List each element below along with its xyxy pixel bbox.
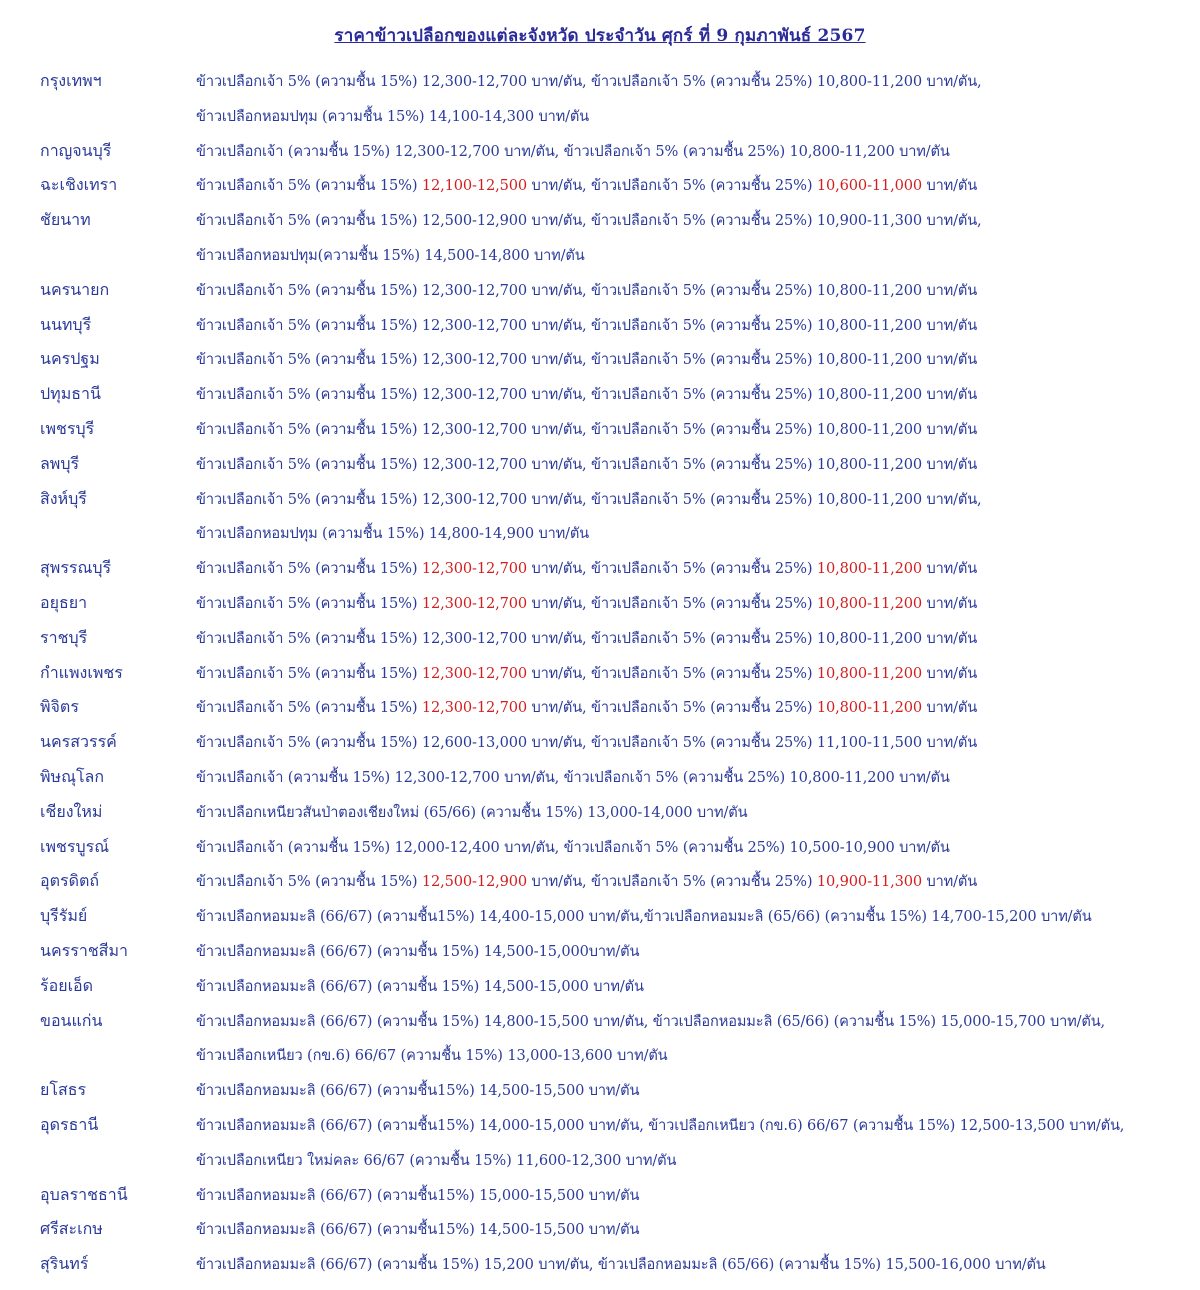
- price-row: [0, 1107, 1200, 1142]
- price-segment: ข้าวเปลือกเจ้า (ความชื้น 15%) 12,300-12,700 บาท/ตัน, ข้าวเปลือกเจ้า 5% (ความชื้น 25%) 10,800-11,200 บาท/ตัน: [196, 142, 950, 160]
- province-name: ลพบุรี: [40, 453, 80, 473]
- price-text: [196, 1079, 639, 1102]
- price-segment: ข้าวเปลือกเจ้า 5% (ความชื้น 15%) 12,300-12,700 บาท/ตัน, ข้าวเปลือกเจ้า 5% (ความชื้น 25%) 10,800-11,200 บาท/ตัน,: [196, 490, 982, 508]
- price-row: [0, 341, 1200, 376]
- price-row: [0, 1072, 1200, 1107]
- price-text: [196, 905, 1092, 928]
- price-segment: ข้าวเปลือกหอมมะลิ (66/67) (ความชื้น15%) 14,500-15,500 บาท/ตัน: [196, 1221, 640, 1239]
- price-text: [196, 801, 747, 824]
- price-text: [196, 244, 585, 267]
- price-changed: 12,500-12,900: [421, 873, 527, 891]
- price-segment: บาท/ตัน, ข้าวเปลือกเจ้า 5% (ความชื้น 25%): [527, 594, 817, 612]
- province-name: กรุงเทพฯ: [40, 71, 102, 90]
- price-text: [196, 488, 982, 511]
- price-segment: ข้าวเปลือกเจ้า 5% (ความชื้น 15%): [196, 873, 422, 891]
- province-name: ขอนแก่น: [40, 1010, 103, 1030]
- price-segment: บาท/ตัน, ข้าวเปลือกเจ้า 5% (ความชื้น 25%): [527, 560, 817, 578]
- province-name: ยโสธร: [40, 1080, 87, 1100]
- price-changed: 12,300-12,700: [421, 560, 527, 578]
- price-text: [196, 1114, 1124, 1137]
- province-name: นครราชสีมา: [40, 940, 128, 960]
- price-segment: บาท/ตัน: [922, 699, 978, 717]
- price-text: [196, 453, 977, 476]
- price-text: [196, 70, 982, 93]
- price-row: [0, 307, 1200, 342]
- province-name: เชียงใหม่: [40, 801, 103, 821]
- price-changed: 10,800-11,200: [816, 664, 923, 682]
- price-row: [0, 167, 1200, 202]
- price-text: [196, 174, 977, 197]
- province-name: ปทุมธานี: [40, 384, 101, 404]
- price-row: [0, 237, 1200, 272]
- price-changed: 12,300-12,700: [421, 699, 527, 717]
- province-name: พิจิตร: [40, 697, 79, 717]
- price-segment: บาท/ตัน, ข้าวเปลือกเจ้า 5% (ความชื้น 25%): [527, 699, 817, 717]
- province-name: ร้อยเอ็ด: [40, 975, 94, 995]
- price-row: [0, 376, 1200, 411]
- price-row: [0, 272, 1200, 307]
- province-name: กาญจนบุรี: [40, 140, 112, 160]
- price-row: [0, 1142, 1200, 1177]
- price-row: [0, 550, 1200, 585]
- price-segment: ข้าวเปลือกเจ้า 5% (ความชื้น 15%): [196, 664, 422, 682]
- province-name: สุรินทร์: [40, 1254, 89, 1274]
- price-segment: ข้าวเปลือกหอมมะลิ (66/67) (ความชื้น15%) 14,000-15,000 บาท/ตัน, ข้าวเปลือกเหนียว (กข.6) 66/67 (ความชื้น 15%) 12,500-13,500 บาท/ตัน,: [196, 1116, 1125, 1134]
- price-changed: 12,300-12,700: [421, 594, 527, 612]
- price-text: [196, 592, 977, 615]
- price-segment: ข้าวเปลือกหอมมะลิ (66/67) (ความชื้น15%) 14,400-15,000 บาท/ตัน,ข้าวเปลือกหอมมะลิ (65/66) (ความชื้น 15%) 14,700-15,200 บาท/ตัน: [196, 908, 1092, 926]
- price-row: [0, 724, 1200, 759]
- price-row: [0, 133, 1200, 168]
- province-name: บุรีรัมย์: [40, 906, 88, 926]
- price-segment: ข้าวเปลือกเจ้า 5% (ความชื้น 15%) 12,300-12,700 บาท/ตัน, ข้าวเปลือกเจ้า 5% (ความชื้น 25%) 10,800-11,200 บาท/ตัน: [196, 351, 978, 369]
- price-text: [196, 975, 644, 998]
- price-row: [0, 446, 1200, 481]
- price-segment: ข้าวเปลือกหอมมะลิ (66/67) (ความชื้น 15%) 15,200 บาท/ตัน, ข้าวเปลือกหอมมะลิ (65/66) (ความชื้น 15%) 15,500-16,000 บาท/ตัน: [196, 1256, 1046, 1274]
- price-segment: ข้าวเปลือกเจ้า 5% (ความชื้น 15%) 12,300-12,700 บาท/ตัน, ข้าวเปลือกเจ้า 5% (ความชื้น 25%) 10,800-11,200 บาท/ตัน: [196, 281, 978, 299]
- province-name: อยุธยา: [40, 592, 88, 612]
- price-segment: ข้าวเปลือกเจ้า 5% (ความชื้น 15%) 12,300-12,700 บาท/ตัน, ข้าวเปลือกเจ้า 5% (ความชื้น 25%) 10,800-11,200 บาท/ตัน: [196, 420, 978, 438]
- price-segment: บาท/ตัน: [922, 594, 978, 612]
- price-text: [196, 627, 977, 650]
- price-row: [0, 585, 1200, 620]
- province-name: สุพรรณบุรี: [40, 558, 112, 578]
- price-row: [0, 863, 1200, 898]
- price-row: [0, 689, 1200, 724]
- province-name: พิษณุโลก: [40, 766, 105, 786]
- price-segment: ข้าวเปลือกเหนียว (กข.6) 66/67 (ความชื้น 15%) 13,000-13,600 บาท/ตัน: [196, 1047, 668, 1065]
- price-segment: ข้าวเปลือกเจ้า 5% (ความชื้น 15%): [196, 594, 422, 612]
- price-row: [0, 933, 1200, 968]
- price-segment: ข้าวเปลือกเหนียว ใหม่คละ 66/67 (ความชื้น 15%) 11,600-12,300 บาท/ตัน: [196, 1151, 677, 1169]
- province-name: อุดรธานี: [40, 1114, 99, 1134]
- price-segment: บาท/ตัน: [922, 664, 978, 682]
- price-segment: ข้าวเปลือกหอมปทุม (ความชื้น 15%) 14,100-14,300 บาท/ตัน: [196, 107, 590, 125]
- province-name: เพชรบูรณ์: [40, 836, 110, 856]
- price-changed: 12,300-12,700: [421, 664, 527, 682]
- price-segment: บาท/ตัน: [922, 177, 978, 195]
- province-name: เพชรบุรี: [40, 418, 95, 438]
- price-segment: ข้าวเปลือกเจ้า 5% (ความชื้น 15%): [196, 560, 422, 578]
- price-text: [196, 731, 977, 754]
- price-changed: 10,800-11,200: [816, 560, 923, 578]
- price-changed: 10,600-11,000: [816, 177, 923, 195]
- price-segment: ข้าวเปลือกเจ้า 5% (ความชื้น 15%) 12,300-12,700 บาท/ตัน, ข้าวเปลือกเจ้า 5% (ความชื้น 25%) 10,800-11,200 บาท/ตัน: [196, 455, 978, 473]
- price-segment: ข้าวเปลือกหอมมะลิ (66/67) (ความชื้น 15%) 14,500-15,000 บาท/ตัน: [196, 977, 644, 995]
- price-row: [0, 411, 1200, 446]
- price-segment: ข้าวเปลือกเจ้า 5% (ความชื้น 15%) 12,300-12,700 บาท/ตัน, ข้าวเปลือกเจ้า 5% (ความชื้น 25%) 10,800-11,200 บาท/ตัน: [196, 629, 978, 647]
- province-name: ชัยนาท: [40, 210, 91, 230]
- price-row: [0, 481, 1200, 516]
- price-segment: บาท/ตัน: [922, 560, 978, 578]
- page-title: ราคาข้าวเปลือกของแต่ละจังหวัด ประจำวัน ศุกร์ ที่ 9 กุมภาพันธ์ 2567: [334, 26, 866, 46]
- price-row: [0, 794, 1200, 829]
- price-text: [196, 696, 977, 719]
- price-segment: ข้าวเปลือกเจ้า 5% (ความชื้น 15%) 12,300-12,700 บาท/ตัน, ข้าวเปลือกเจ้า 5% (ความชื้น 25%) 10,800-11,200 บาท/ตัน: [196, 316, 978, 334]
- province-name: นนทบุรี: [40, 314, 92, 334]
- price-text: [196, 1253, 1046, 1276]
- price-segment: ข้าวเปลือกเหนียวสันป่าตองเชียงใหม่ (65/66) (ความชื้น 15%) 13,000-14,000 บาท/ตัน: [196, 803, 748, 821]
- price-text: [196, 940, 639, 963]
- price-segment: ข้าวเปลือกเจ้า (ความชื้น 15%) 12,000-12,400 บาท/ตัน, ข้าวเปลือกเจ้า 5% (ความชื้น 25%) 10,500-10,900 บาท/ตัน: [196, 838, 950, 856]
- price-list: [0, 63, 1200, 1281]
- price-segment: ข้าวเปลือกหอมมะลิ (66/67) (ความชื้น15%) 15,000-15,500 บาท/ตัน: [196, 1186, 640, 1204]
- price-text: [196, 140, 950, 163]
- price-text: [196, 1218, 639, 1241]
- province-name: นครปฐม: [40, 349, 100, 369]
- price-segment: ข้าวเปลือกเจ้า 5% (ความชื้น 15%) 12,600-13,000 บาท/ตัน, ข้าวเปลือกเจ้า 5% (ความชื้น 25%) 11,100-11,500 บาท/ตัน: [196, 734, 978, 752]
- price-text: [196, 870, 977, 893]
- price-text: [196, 522, 589, 545]
- price-segment: ข้าวเปลือกเจ้า (ความชื้น 15%) 12,300-12,700 บาท/ตัน, ข้าวเปลือกเจ้า 5% (ความชื้น 25%) 10,800-11,200 บาท/ตัน: [196, 768, 950, 786]
- price-segment: ข้าวเปลือกเจ้า 5% (ความชื้น 15%): [196, 177, 422, 195]
- price-text: [196, 557, 977, 580]
- price-text: [196, 836, 950, 859]
- price-row: [0, 1037, 1200, 1072]
- price-segment: ข้าวเปลือกเจ้า 5% (ความชื้น 15%) 12,500-12,900 บาท/ตัน, ข้าวเปลือกเจ้า 5% (ความชื้น 25%) 10,900-11,300 บาท/ตัน,: [196, 212, 982, 230]
- price-text: [196, 662, 977, 685]
- price-row: [0, 829, 1200, 864]
- price-text: [196, 766, 950, 789]
- price-row: [0, 1177, 1200, 1212]
- price-text: [196, 1184, 639, 1207]
- province-name: ฉะเชิงเทรา: [40, 175, 118, 195]
- price-row: [0, 759, 1200, 794]
- price-text: [196, 383, 977, 406]
- price-text: [196, 1149, 676, 1172]
- price-text: [196, 1044, 668, 1067]
- price-segment: บาท/ตัน, ข้าวเปลือกเจ้า 5% (ความชื้น 25%): [527, 177, 817, 195]
- price-segment: บาท/ตัน: [922, 873, 978, 891]
- price-row: [0, 515, 1200, 550]
- price-segment: ข้าวเปลือกหอมปทุม(ความชื้น 15%) 14,500-14,800 บาท/ตัน: [196, 246, 585, 264]
- price-text: [196, 105, 589, 128]
- price-row: [0, 98, 1200, 133]
- price-text: [196, 1010, 1105, 1033]
- price-segment: ข้าวเปลือกหอมมะลิ (66/67) (ความชื้น 15%) 14,800-15,500 บาท/ตัน, ข้าวเปลือกหอมมะลิ (65/66) (ความชื้น 15%) 15,000-15,700 บาท/ตัน,: [196, 1012, 1106, 1030]
- price-segment: ข้าวเปลือกหอมมะลิ (66/67) (ความชื้น 15%) 14,500-15,000บาท/ตัน: [196, 942, 640, 960]
- price-changed: 10,800-11,200: [816, 699, 923, 717]
- price-segment: ข้าวเปลือกหอมปทุม (ความชื้น 15%) 14,800-14,900 บาท/ตัน: [196, 525, 590, 543]
- price-segment: ข้าวเปลือกเจ้า 5% (ความชื้น 15%): [196, 699, 422, 717]
- province-name: ศรีสะเกษ: [40, 1219, 103, 1239]
- price-text: [196, 314, 977, 337]
- price-text: [196, 209, 982, 232]
- price-row: [0, 63, 1200, 98]
- price-text: [196, 279, 977, 302]
- price-row: [0, 898, 1200, 933]
- price-row: [0, 620, 1200, 655]
- price-text: [196, 418, 977, 441]
- price-changed: 12,100-12,500: [421, 177, 527, 195]
- price-row: [0, 655, 1200, 690]
- price-text: [196, 348, 977, 371]
- price-row: [0, 1211, 1200, 1246]
- province-name: อุตรดิตถ์: [40, 871, 100, 891]
- province-name: สิงห์บุรี: [40, 488, 87, 508]
- province-name: ราชบุรี: [40, 627, 88, 647]
- province-name: นครนายก: [40, 279, 110, 299]
- province-name: กำแพงเพชร: [40, 662, 123, 682]
- province-name: นครสวรรค์: [40, 732, 117, 752]
- price-segment: ข้าวเปลือกหอมมะลิ (66/67) (ความชื้น15%) 14,500-15,500 บาท/ตัน: [196, 1082, 640, 1100]
- price-segment: บาท/ตัน, ข้าวเปลือกเจ้า 5% (ความชื้น 25%): [527, 873, 817, 891]
- price-row: [0, 1246, 1200, 1281]
- price-changed: 10,800-11,200: [816, 594, 923, 612]
- price-row: [0, 1003, 1200, 1038]
- price-segment: บาท/ตัน, ข้าวเปลือกเจ้า 5% (ความชื้น 25%): [527, 664, 817, 682]
- price-row: [0, 202, 1200, 237]
- price-segment: ข้าวเปลือกเจ้า 5% (ความชื้น 15%) 12,300-12,700 บาท/ตัน, ข้าวเปลือกเจ้า 5% (ความชื้น 25%) 10,800-11,200 บาท/ตัน: [196, 386, 978, 404]
- province-name: อุบลราชธานี: [40, 1184, 128, 1204]
- price-changed: 10,900-11,300: [816, 873, 923, 891]
- price-row: [0, 968, 1200, 1003]
- price-segment: ข้าวเปลือกเจ้า 5% (ความชื้น 15%) 12,300-12,700 บาท/ตัน, ข้าวเปลือกเจ้า 5% (ความชื้น 25%) 10,800-11,200 บาท/ตัน,: [196, 73, 982, 90]
